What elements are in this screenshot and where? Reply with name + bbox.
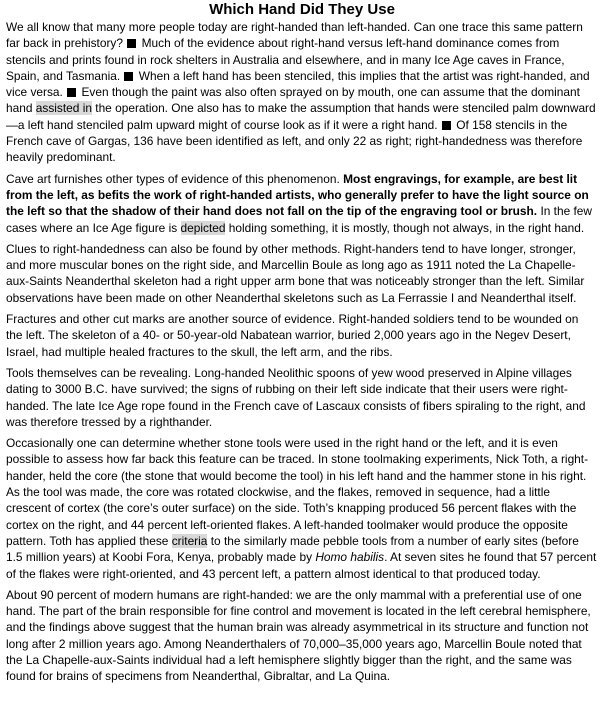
paragraph-2: [6, 171, 598, 236]
highlighted-word: criteria: [171, 533, 208, 548]
square-marker-icon[interactable]: [127, 39, 136, 48]
highlighted-phrase: assisted in: [35, 101, 92, 116]
paragraph-7: About 90 percent of modern humans are right-handed: we are the only mammal with a preferential use of one hand. The part of the brain responsible for fine control and movement is located in the left cerebral hemisphere, and the findings above suggest that the human brain was already asymmetrical in its structure and function not long after 2 million years ago. Among Neanderthalers of 70,000–35,000 years ago, Marcellin Boule noted that the La Chapelle-aux-Saints individual had a left hemisphere slightly bigger than the right, and the same was found for brains of specimens from Neanderthal, Gibraltar, and La Quina.: [6, 587, 591, 684]
paragraph-6: [6, 435, 598, 582]
square-marker-icon[interactable]: [442, 121, 451, 130]
sentence-seven-sites: . At seven sites he found that 57 percent of the flakes were right-oriented, and 43 percent left, a pattern almost identical to that produced today.: [6, 550, 597, 581]
square-marker-icon[interactable]: [67, 88, 76, 97]
sentence-stencil: When a left hand has been stenciled, this implies that the artist was right-handed, and vice versa.: [6, 68, 590, 100]
page-title: Which Hand Did They Use: [209, 1, 395, 18]
bold-sentence: Most engravings, for example, are best lit from the left, as befits the work of right-handed artists, who generally prefer to have the light source on the left so that the shadow of their hand does not fall on the tip of the engraving tool or brush.: [6, 171, 589, 219]
sentence-cave-art: Cave art furnishes other types of evidence of this phenomenon.: [6, 171, 340, 186]
sentence-paint: Even though the paint was also often sprayed on by mouth, one can assume that the dominant hand: [6, 85, 580, 116]
paragraph-5: Tools themselves can be revealing. Long-handed Neolithic spoons of yew wood preserved in Alpine villages dating to 3000 B.C. have survived; the signs of rubbing on their left side indicate that their users were right-handed. The late Ice Age rope found in the French cave of Lascaux consists of fibers spiraling to the right, and was therefore tressed by a righthander.: [6, 365, 586, 429]
highlighted-word: depicted: [180, 220, 226, 235]
sentence-assumption: the operation. One also has to make the assumption that hands were stenciled palm downward—a left hand stenciled palm upward might of course look as if it were a right hand.: [6, 101, 596, 132]
square-marker-icon[interactable]: [124, 72, 133, 81]
sentence-intro: We all know that many more people today are right-handed than left-handed. Can one trace this same pattern far back in prehistory?: [6, 20, 583, 51]
species-name: Homo habilis: [315, 550, 385, 565]
sentence-gargas: Of 158 stencils in the French cave of Gargas, 136 have been identified as left, and only 22 as right; right-handedness was therefore heavily predominant.: [6, 117, 583, 165]
sentence-toolmaking: Occasionally one can determine whether stone tools were used in the right hand or the left, and it is even possible to assess how far back this feature can be traced. In stone toolmaking experiments, Nick Toth, a right-hander, held the core (the stone that would become the tool) in his left hand and the hammer stone in his right. As the tool was made, the core was rotated clockwise, and the flakes, removed in sequence, had a little crescent of cortex (the core’s outer surface) on the side. Toth’s knapping produced 56 percent flakes with the cortex on the right, and 44 percent left-oriented flakes. A left-handed toolmaker would produce the opposite pattern. Toth has applied these: [6, 436, 589, 548]
sentence-evidence: Much of the evidence about right-hand versus left-hand dominance comes from stencils and prints found in rock shelters in Australia and elsewhere, and in many Ice Age caves in France, Spain, and Tasmania.: [6, 36, 565, 83]
sentence-holding: holding something, it is mostly, though not always, in the right hand.: [228, 220, 585, 235]
sentence-koobi-fora: to the similarly made pebble tools from a number of early sites (before 1.5 million years) at Koobi Fora, Kenya, probably made by: [6, 533, 579, 565]
sentence-ice-age: In the few cases where an Ice Age figure is: [6, 204, 592, 235]
paragraph-4: Fractures and other cut marks are another source of evidence. Right-handed soldiers tend to be wounded on the left. The skeleton of a 40- or 50-year-old Nabatean warrior, buried 2,000 years ago in the Negev Desert, Israel, had multiple healed fractures to the skull, the left arm, and the ribs.: [6, 312, 579, 359]
paragraph-1: [6, 19, 598, 166]
paragraph-3: Clues to right-handedness can also be found by other methods. Right-handers tend to have longer, stronger, and more muscular bones on the right side, and Marcellin Boule as long ago as 1911 noted the La Chapelle-aux-Saints Neanderthal skeleton had a right upper arm bone that was noticeably stronger than the left. Similar observations have been made on other Neanderthal skeletons such as La Ferrassie I and Neanderthal itself.: [6, 241, 585, 305]
